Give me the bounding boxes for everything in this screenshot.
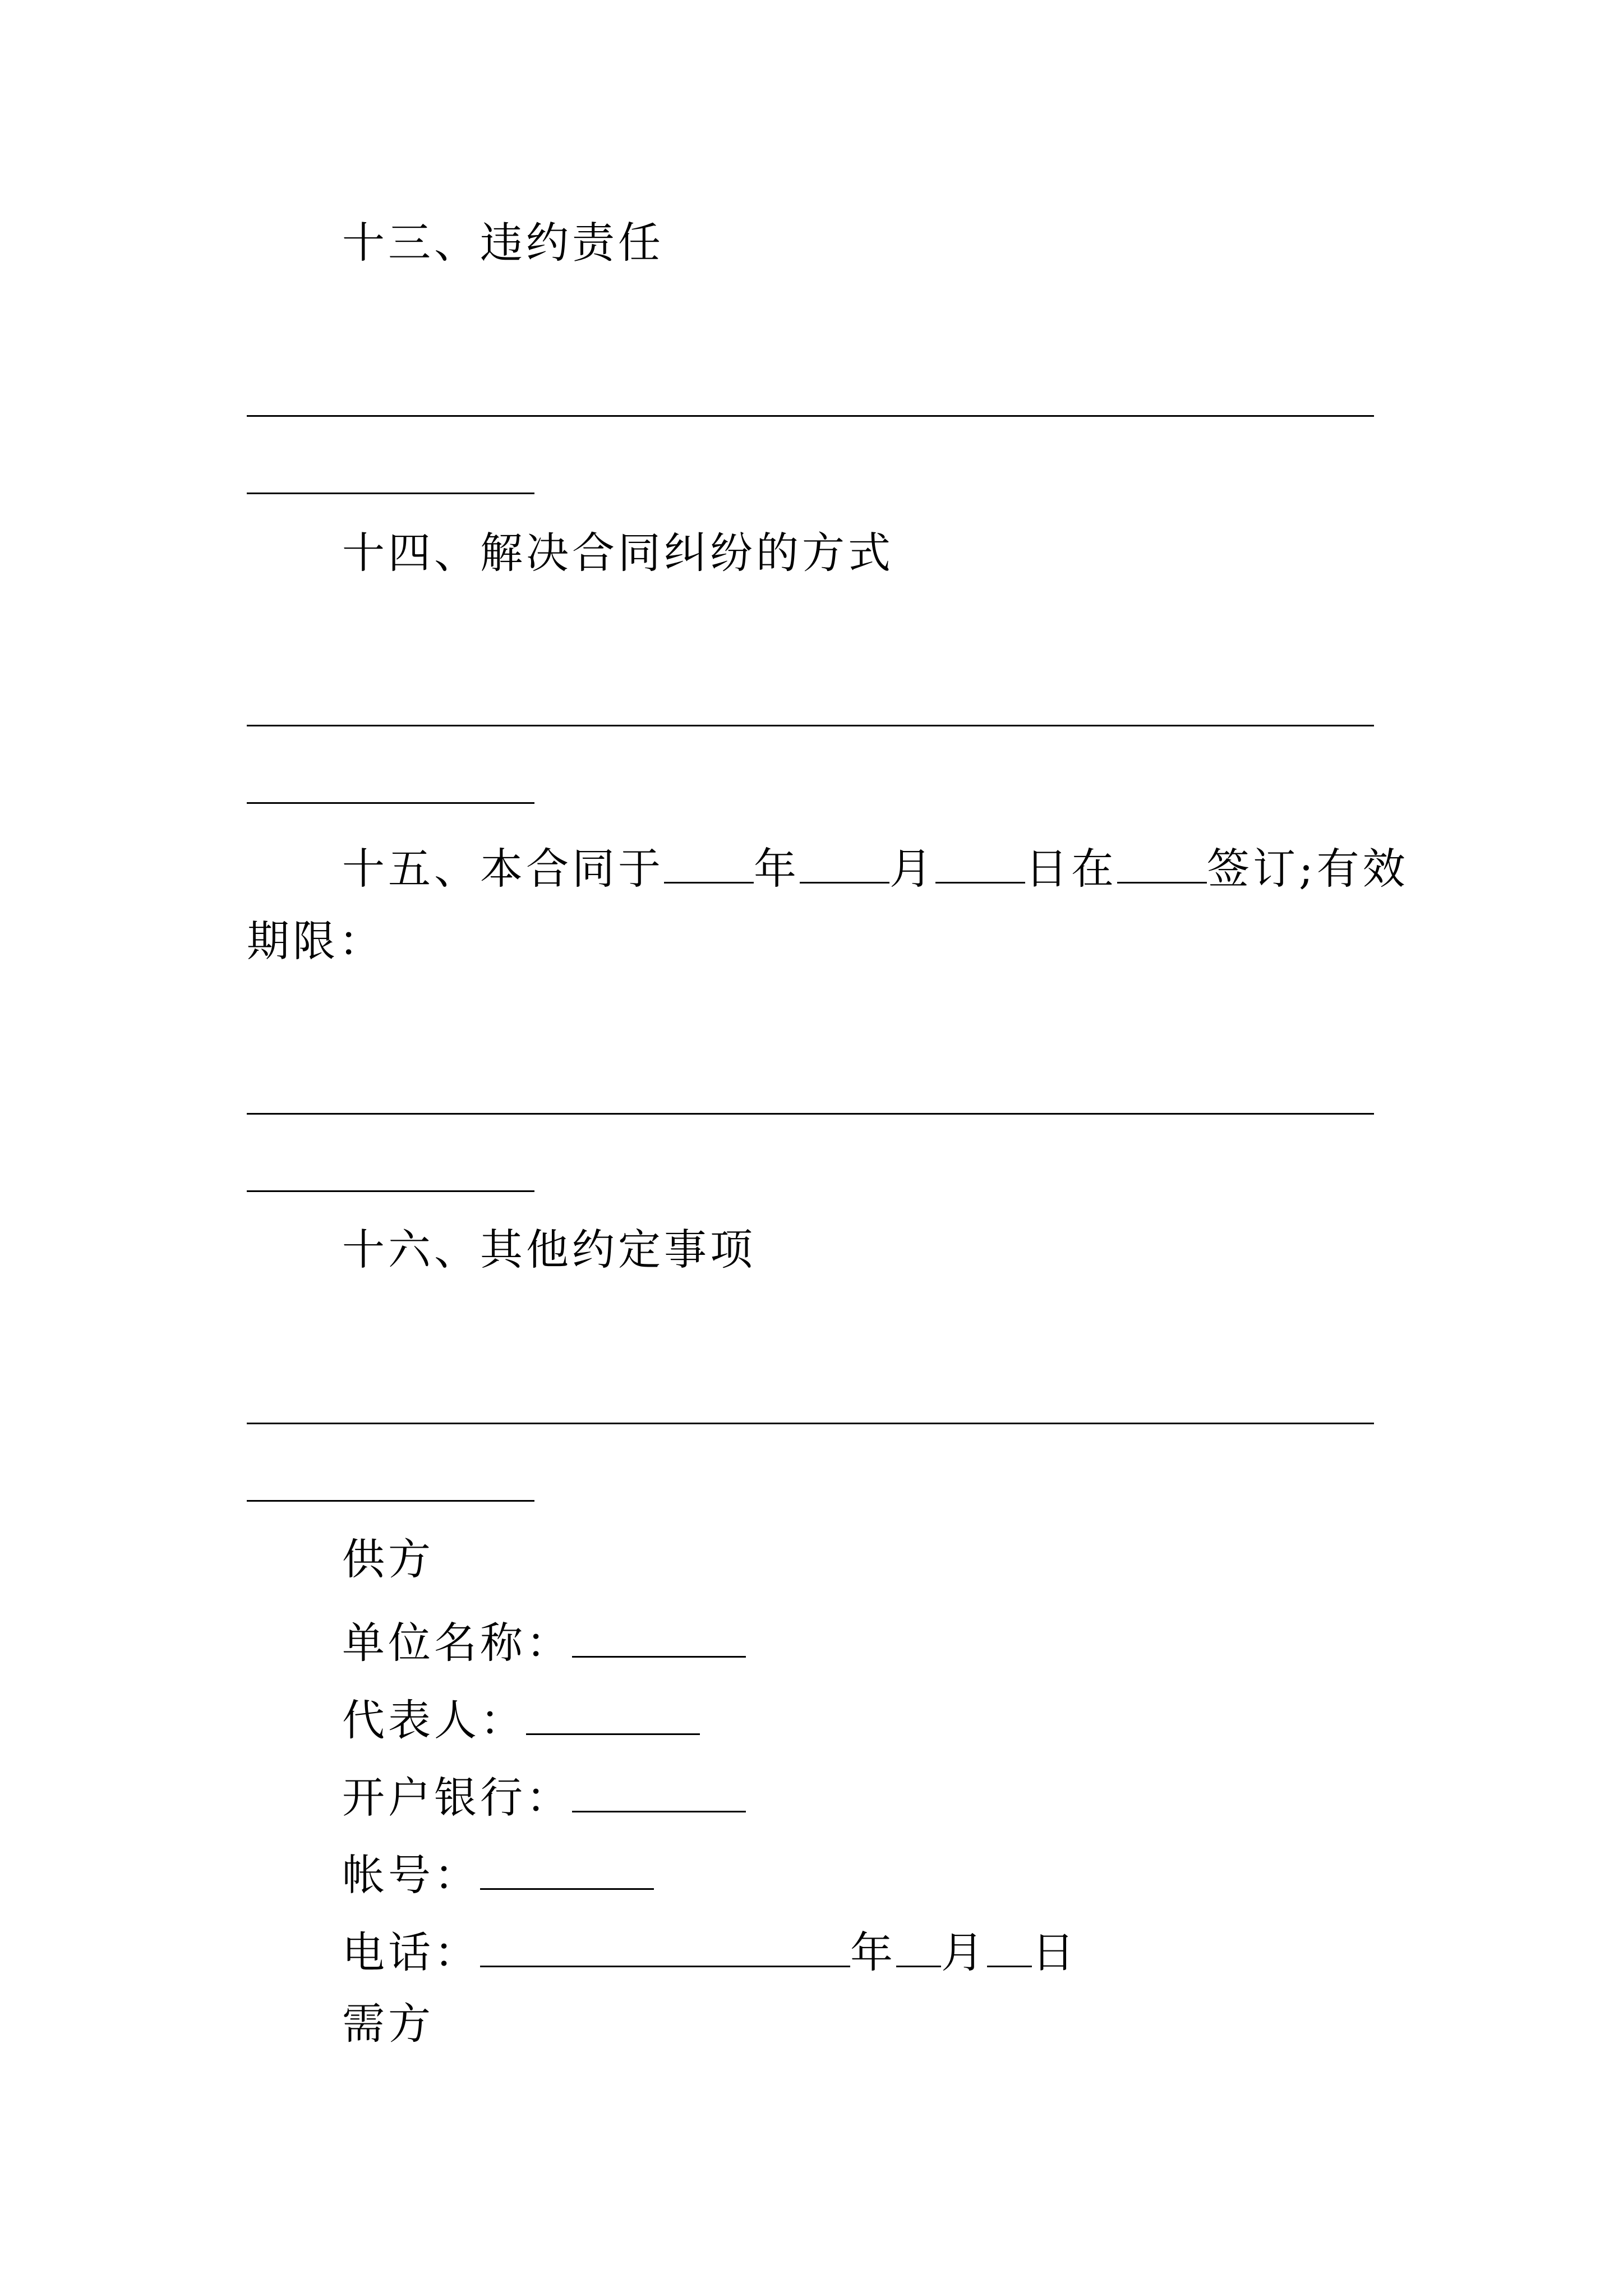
year-blank: [664, 841, 754, 884]
account-blank: [480, 1848, 654, 1890]
blank-line: [247, 415, 1374, 417]
date-day-blank: [987, 1925, 1032, 1967]
section-15-sentence: [342, 841, 1409, 894]
section-15-prefix: 十五、本合同于: [342, 844, 664, 894]
representative-row: [342, 1693, 700, 1746]
date-month-label: 月: [941, 1927, 987, 1978]
blank-line: [247, 1423, 1374, 1424]
buyer-heading: 需方: [342, 1999, 434, 2049]
section-15-continuation: 期限：: [247, 916, 385, 966]
place-blank: [1117, 841, 1207, 884]
phone-blank: [480, 1925, 850, 1967]
supplier-heading: 供方: [342, 1534, 434, 1584]
month-blank: [800, 841, 889, 884]
bank-blank: [572, 1770, 746, 1812]
date-year-label: 年: [850, 1927, 896, 1978]
section-14-heading: 十四、解决合同纠纷的方式: [342, 528, 894, 578]
signed-label: 签订;有效: [1207, 844, 1409, 894]
date-month-blank: [896, 1925, 941, 1967]
representative-blank: [526, 1693, 700, 1735]
unit-name-row: [342, 1616, 746, 1668]
date-day-label: 日: [1032, 1927, 1078, 1978]
section-16-heading: 十六、其他约定事项: [342, 1225, 756, 1274]
account-label: 帐号：: [342, 1850, 480, 1901]
blank-line: [247, 802, 534, 804]
account-row: [342, 1848, 654, 1901]
blank-line: [247, 725, 1374, 726]
day-blank: [935, 841, 1025, 884]
year-label: 年: [754, 844, 800, 894]
phone-label: 电话：: [342, 1927, 480, 1978]
blank-line: [247, 1190, 534, 1192]
blank-line: [247, 1113, 1374, 1115]
day-at-label: 日在: [1025, 844, 1117, 894]
bank-row: [342, 1770, 746, 1823]
bank-label: 开户银行：: [342, 1773, 572, 1823]
unit-name-label: 单位名称：: [342, 1618, 572, 1668]
section-13-heading: 十三、违约责任: [342, 218, 664, 268]
blank-line: [247, 493, 534, 494]
representative-label: 代表人：: [342, 1695, 526, 1746]
unit-name-blank: [572, 1616, 746, 1658]
phone-date-row: [342, 1925, 1078, 1978]
blank-line: [247, 1500, 534, 1502]
month-label: 月: [889, 844, 935, 894]
